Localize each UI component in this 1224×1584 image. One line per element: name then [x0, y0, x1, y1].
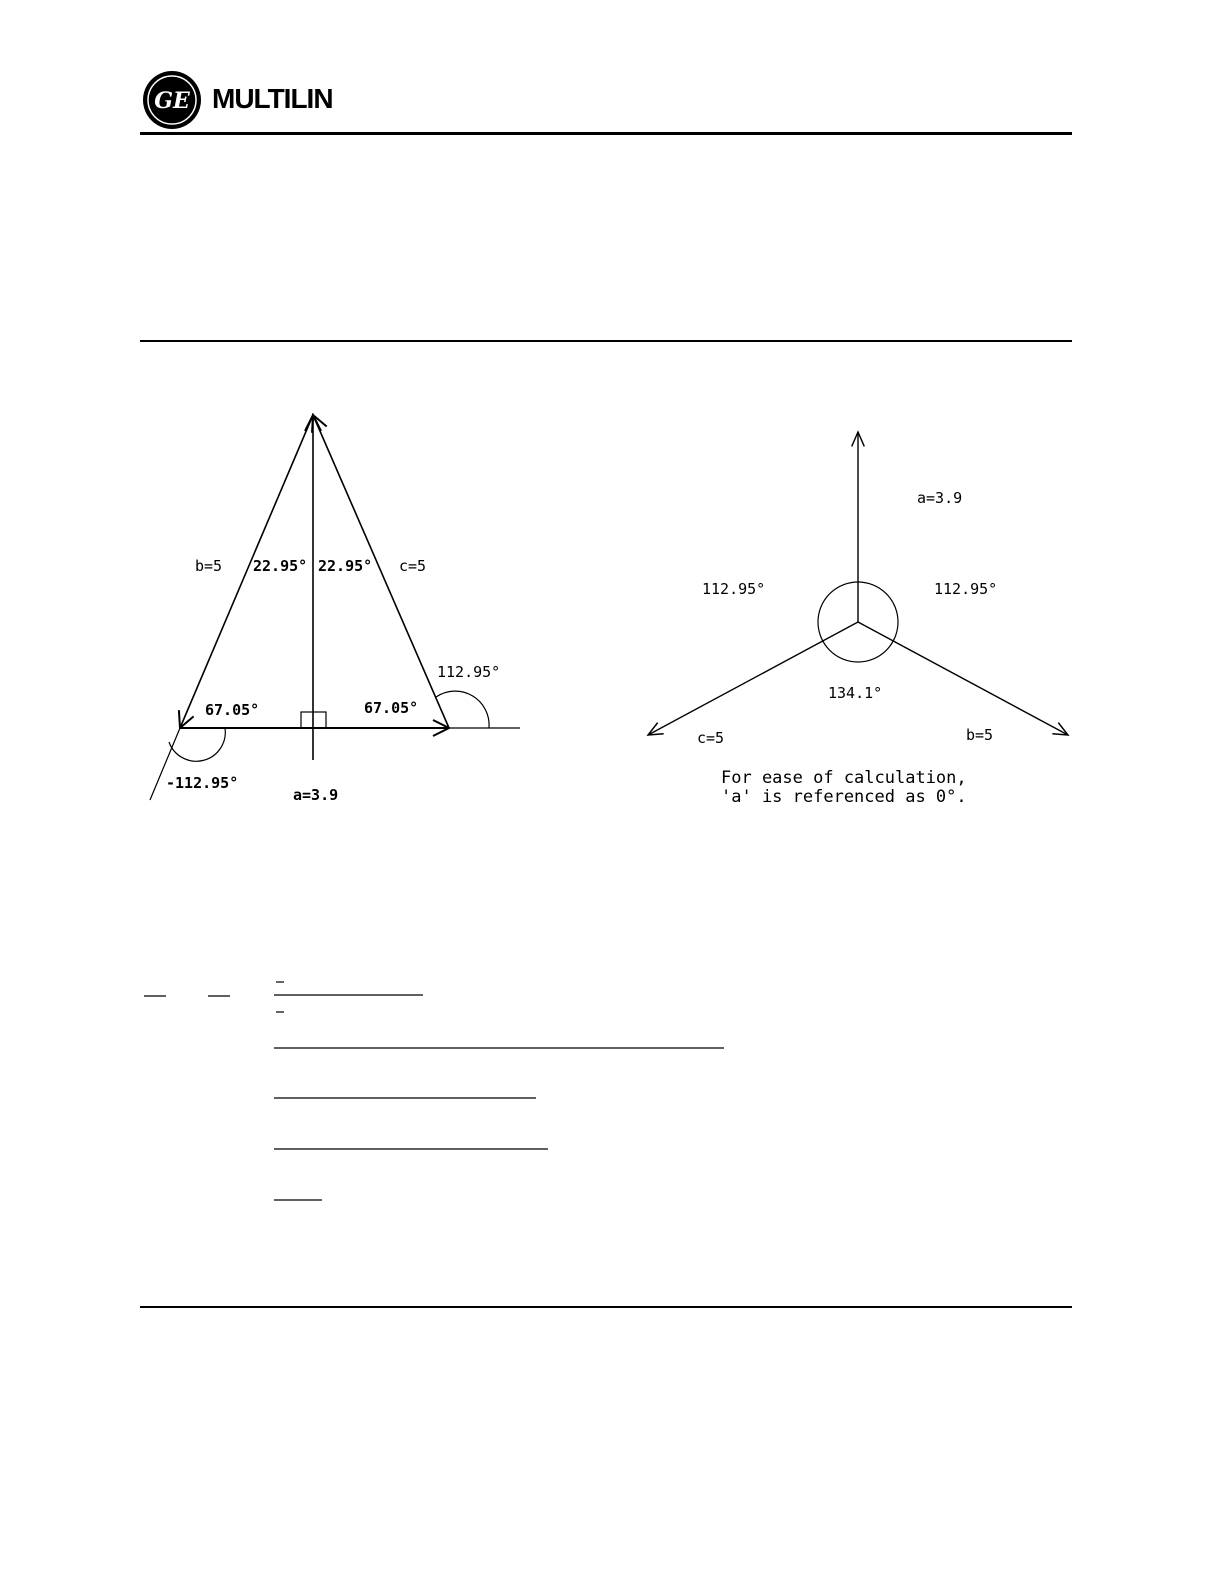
phasor-b-label: b=5 [966, 726, 994, 744]
angle-a-c-label: 112.95° [702, 580, 766, 598]
base-right-angle: 67.05° [364, 699, 419, 717]
phasor-a-label: a=3.9 [917, 489, 963, 507]
phasor-c-vector [648, 622, 858, 735]
exterior-right-angle: 112.95° [437, 663, 501, 681]
logo-text: GE [154, 88, 190, 114]
triangle-diagram [150, 415, 520, 804]
note-line-2: 'a' is referenced as 0°. [721, 787, 967, 807]
base-left-angle: 67.05° [205, 701, 260, 719]
ge-monogram-logo [143, 71, 201, 129]
angle-b-c-label: 134.1° [828, 684, 883, 702]
phasor-c-label: c=5 [697, 729, 725, 747]
side-b-label: b=5 [195, 557, 223, 575]
angle-a-b-label: 112.95° [934, 580, 998, 598]
equation-blanks [144, 982, 724, 1200]
apex-left-angle: 22.95° [253, 557, 308, 575]
note-line-1: For ease of calculation, [721, 768, 967, 788]
exterior-right-arc [436, 691, 489, 728]
phasor-b-vector [858, 622, 1068, 735]
apex-right-angle: 22.95° [318, 557, 373, 575]
phasor-diagram [648, 432, 1068, 807]
brand-name: MULTILIN [212, 83, 333, 114]
side-a-label: a=3.9 [293, 786, 339, 804]
exterior-left-angle: -112.95° [166, 774, 239, 792]
side-c-label: c=5 [399, 557, 427, 575]
